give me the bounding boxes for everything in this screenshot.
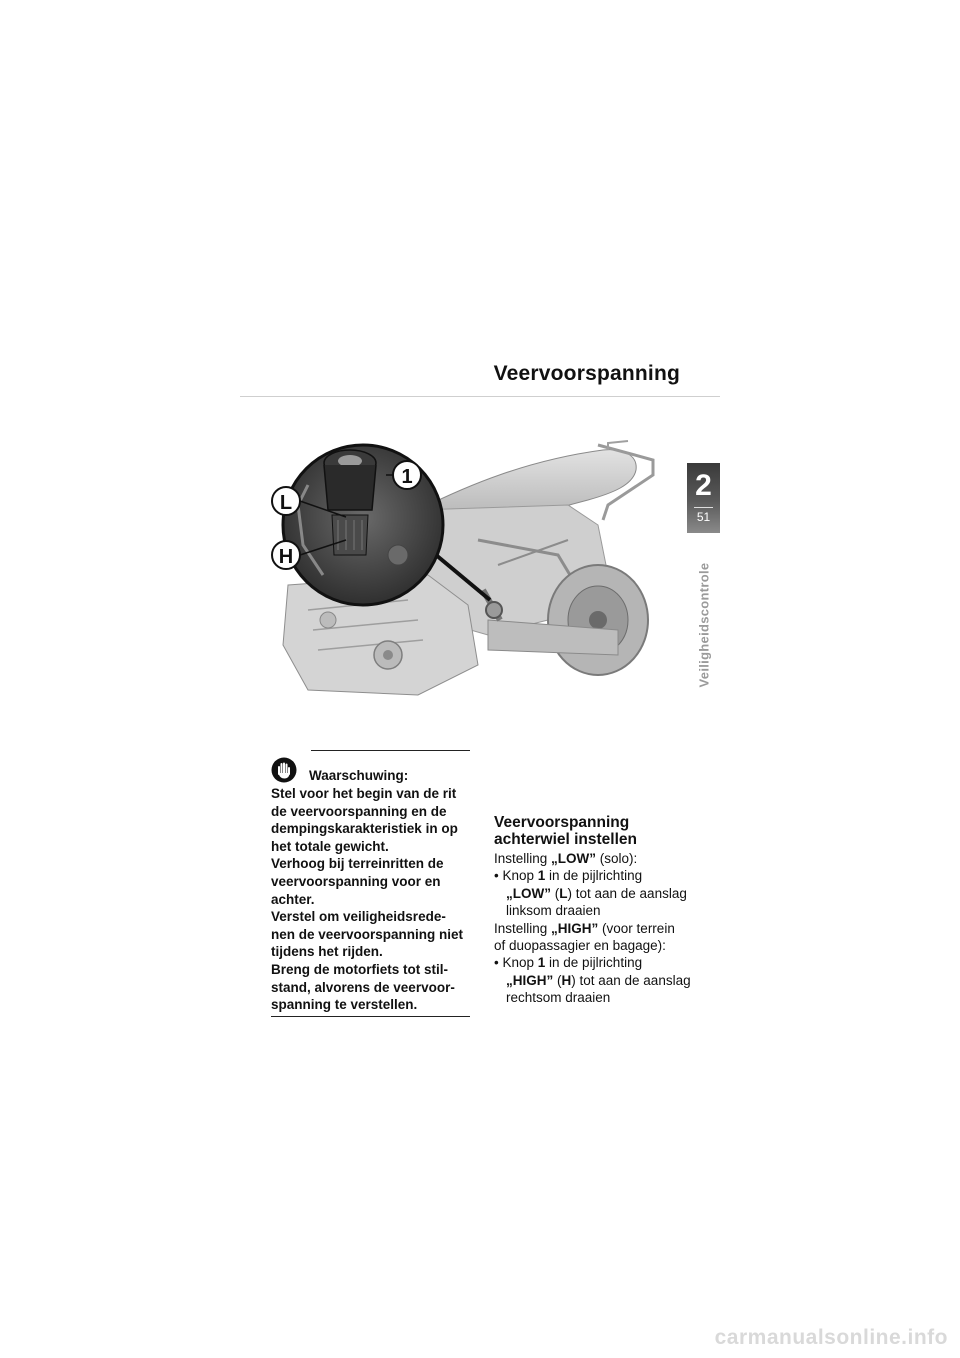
high-letter: H <box>561 972 572 988</box>
knob-number: 1 <box>537 868 546 884</box>
warning-line: Verstel om veiligheidsrede- <box>271 909 446 925</box>
callout-L: L <box>279 492 293 514</box>
warning-top-rule <box>311 750 470 751</box>
warning-line: Breng de motorfiets tot stil- <box>271 961 449 977</box>
warning-line: de veervoorspanning en de <box>271 803 447 819</box>
warning-line: tijdens het rijden. <box>271 944 383 960</box>
step-text: rechtsom draaien <box>506 990 611 1006</box>
warning-line: dempingskarakteristiek in op <box>271 821 458 837</box>
warning-body <box>271 785 470 1014</box>
low-step-name: „LOW” <box>506 885 551 901</box>
section-heading-line1: Veervoorspanning <box>494 814 630 831</box>
low-setting-intro <box>494 850 704 867</box>
high-step-name: „HIGH” <box>506 972 554 988</box>
callout-H: H <box>278 546 294 568</box>
warning-heading-row <box>271 757 470 783</box>
chapter-number: 2 <box>695 469 712 502</box>
warning-line: het totale gewicht. <box>271 838 389 854</box>
section-heading <box>494 814 704 848</box>
section-content <box>494 814 704 1007</box>
step-prefix: • Knop <box>494 955 538 971</box>
motorcycle-illustration <box>268 415 668 700</box>
warning-line: Verhoog bij terreinritten de <box>271 856 444 872</box>
high-suffix-2: of duopassagier en bagage): <box>494 938 666 954</box>
warning-line: stand, alvorens de veervoor- <box>271 979 455 995</box>
warning-line: veervoorspanning voor en <box>271 873 441 889</box>
section-heading-line2: achterwiel instellen <box>494 831 637 848</box>
step-prefix: • Knop <box>494 868 538 884</box>
intro-prefix: Instelling <box>494 920 552 936</box>
high-setting-intro <box>494 920 704 955</box>
low-name: „LOW” <box>551 851 597 866</box>
tab-divider <box>694 507 713 508</box>
knob-number: 1 <box>537 955 546 971</box>
high-suffix: (voor terrein <box>598 920 675 936</box>
page-number: 51 <box>696 510 711 524</box>
step-text: linksom draaien <box>506 903 601 919</box>
step-text: in de pijlrichting <box>545 955 643 971</box>
page-title: Veervoorspanning <box>493 362 680 385</box>
step-paren: ( <box>553 972 562 988</box>
header-rule <box>240 396 720 397</box>
warning-line: achter. <box>271 891 315 907</box>
low-step <box>494 867 704 919</box>
step-text: in de pijlrichting <box>545 868 643 884</box>
low-letter: L <box>559 885 568 901</box>
warning-line: spanning te verstellen. <box>271 997 418 1013</box>
stop-hand-icon <box>271 757 297 783</box>
warning-box <box>271 750 470 1017</box>
watermark: carmanualsonline.info <box>714 1326 948 1349</box>
side-label-text: Veiligheidscontrole <box>696 562 712 688</box>
callout-1: 1 <box>401 466 413 488</box>
high-step <box>494 954 704 1006</box>
warning-line: nen de veervoorspanning niet <box>271 926 464 942</box>
chapter-tab <box>687 463 720 533</box>
intro-prefix: Instelling <box>494 851 552 866</box>
step-paren: ( <box>551 885 560 901</box>
step-text: ) tot aan de aanslag <box>567 885 687 901</box>
warning-heading: Waarschuwing: <box>309 768 409 783</box>
high-name: „HIGH” <box>551 920 599 936</box>
warning-line: Stel voor het begin van de rit <box>271 786 457 801</box>
side-label <box>694 545 714 705</box>
warning-bottom-rule <box>271 1016 470 1017</box>
step-text: ) tot aan de aanslag <box>571 972 691 988</box>
low-suffix: (solo): <box>596 851 638 866</box>
